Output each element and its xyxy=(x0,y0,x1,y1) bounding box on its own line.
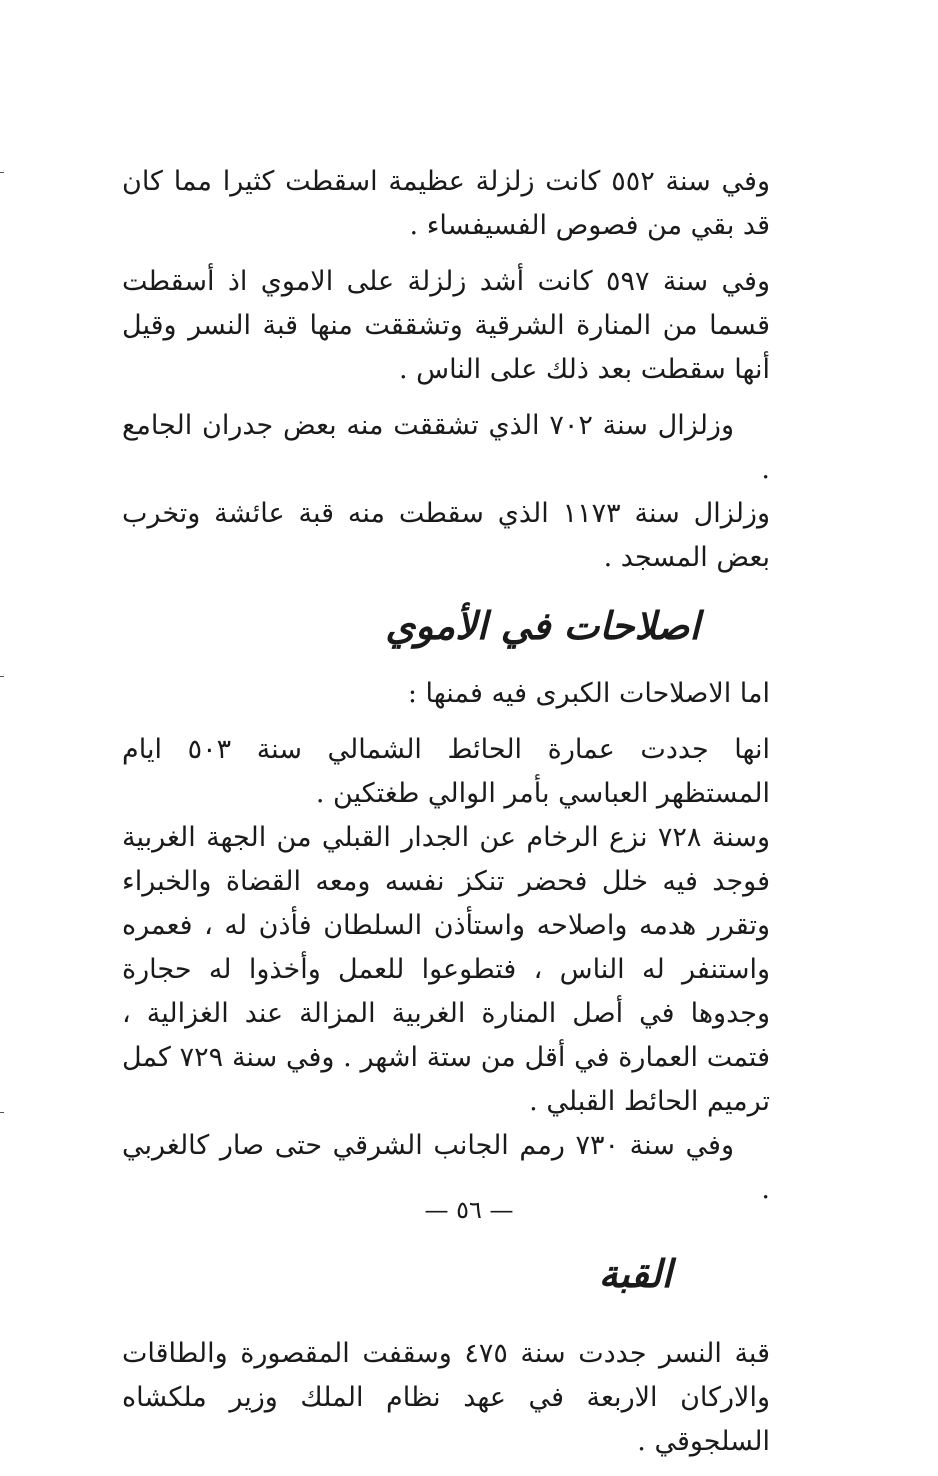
paragraph-earthquake-1173: وزلزال سنة ١١٧٣ الذي سقطت منه قبة عائشة وتخرب بعض المسجد . xyxy=(122,498,771,573)
section-heading-dome: القبة xyxy=(598,1251,672,1296)
paragraph-reform-730: وفي سنة ٧٣٠ رمم الجانب الشرقي حتى صار كالغربي . xyxy=(122,1130,770,1205)
edge-mark xyxy=(0,676,4,677)
edge-mark xyxy=(0,172,4,173)
paragraph-earthquake-597: وفي سنة ٥٩٧ كانت أشد زلزلة على الاموي اذ أسقطت قسما من المنارة الشرقية وتشققت منها قبة النسر وقيل أنها سقطت بعد ذلك على الناس . xyxy=(122,266,770,385)
paragraph-reforms-intro: اما الاصلاحات الكبرى فيه فمنها : xyxy=(407,678,770,709)
paragraph-earthquake-552: وفي سنة ٥٥٢ كانت زلزلة عظيمة اسقطت كثيرا مما كان قد بقي من فصوص الفسيفساء . xyxy=(122,166,770,241)
paragraph-reform-728: وسنة ٧٢٨ نزع الرخام عن الجدار القبلي من الجهة الغربية فوجد فيه خلل فحضر تنكز نفسه ومعه القضاة والخبراء وتقرر هدمه واصلاحه واستأذن السلطان فأذن له ، فعمره واستنفر له الناس ، فتطوعوا للعمل وأخذوا له حجارة وجدوها في أصل المنارة الغربية المزالة عند الغزالية ، فتمت العمارة في أقل من ستة اشهر . وفي سنة ٧٢٩ كمل ترميم الحائط القبلي . xyxy=(122,822,770,1117)
paragraph-earthquake-702: وزلزال سنة ٧٠٢ الذي تشققت منه بعض جدران الجامع . xyxy=(122,410,770,485)
page-body xyxy=(122,160,770,1476)
paragraph-dome-475: قبة النسر جددت سنة ٤٧٥ وسقفت المقصورة والطاقات والاركان الاربعة في عهد نظام الملك وزير ملكشاه السلجوقي . xyxy=(122,1338,770,1457)
paragraph-reform-503: انها جددت عمارة الحائط الشمالي سنة ٥٠٣ ايام المستظهر العباسي بأمر الوالي طغتكين . xyxy=(122,734,771,809)
section-heading-reforms: اصلاحات في الأموي xyxy=(385,603,700,648)
page-number: — ٥٦ — xyxy=(424,1196,514,1224)
edge-mark xyxy=(0,1112,4,1113)
